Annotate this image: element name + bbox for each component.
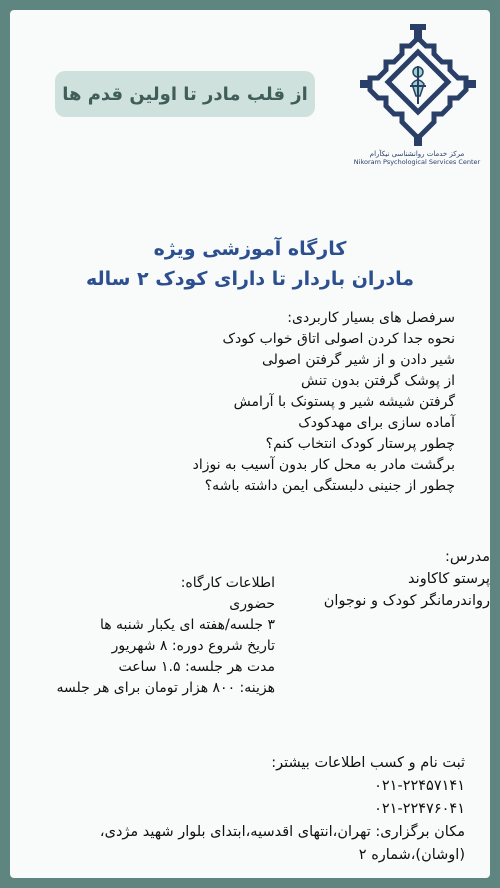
teacher-section <box>260 546 490 612</box>
info-line: مدت هر جلسه: ۱.۵ ساعت <box>118 659 275 675</box>
teacher-role: رواندرمانگر کودک و نوجوان <box>323 593 490 609</box>
teacher-title: مدرس: <box>445 549 490 565</box>
topic-item: برگشت مادر به محل کار بدون آسیب به نوزاد <box>192 457 455 473</box>
headline-line1: کارگاه آموزشی ویژه <box>153 238 347 260</box>
topic-item: چطور از جنینی دلبستگی ایمن داشته باشه؟ <box>204 478 455 494</box>
tagline-badge <box>55 71 315 117</box>
topic-item: چطور پرستار کودک انتخاب کنم؟ <box>265 436 455 452</box>
topics-title: سرفصل های بسیار کاربردی: <box>287 310 455 326</box>
phone-number-2[interactable]: ۰۲۱-۲۲۴۷۶۰۴۱ <box>374 801 465 817</box>
topic-item: از پوشک گرفتن بدون تنش <box>300 373 455 389</box>
contact-title: ثبت نام و کسب اطلاعات بیشتر: <box>271 755 465 771</box>
teacher-name: پرستو کاکاوند <box>408 571 490 587</box>
poster-card <box>10 10 490 878</box>
topic-item: گرفتن شیشه شیر و پستونک با آرامش <box>233 394 455 410</box>
logo-caption-en: Nikoram Psychological Services Center <box>353 158 481 166</box>
phone-number-1[interactable]: ۰۲۱-۲۲۴۵۷۱۴۱ <box>374 778 465 794</box>
info-line: تاریخ شروع دوره: ۸ شهریور <box>111 638 275 654</box>
topics-section <box>35 308 455 497</box>
topic-item: شیر دادن و از شیر گرفتن اصولی <box>261 352 455 368</box>
logo-caption <box>342 150 492 166</box>
logo-caption-fa: مرکز خدمات روانشناسی نیکآرام <box>369 150 465 158</box>
info-line: هزینه: ۸۰۰ هزار تومان برای هر جلسه <box>56 680 275 696</box>
info-line: ۳ جلسه/هفته ای یکبار شنبه ها <box>99 617 275 633</box>
topic-item: آماده سازی برای مهدکودک <box>298 415 455 431</box>
info-title: اطلاعات کارگاه: <box>180 575 275 591</box>
headline-line2: مادران باردار تا دارای کودک ۲ ساله <box>85 268 415 290</box>
info-line: حضوری <box>229 596 275 612</box>
tagline-text: از قلب مادر تا اولین قدم ها <box>62 83 308 105</box>
workshop-info-section <box>25 573 275 699</box>
contact-section <box>25 752 465 867</box>
topic-item: نحوه جدا کردن اصولی اتاق خواب کودک <box>222 331 455 347</box>
address-line2: (اوشان)،شماره ۲ <box>358 847 465 863</box>
address-line1: مکان برگزاری: تهران،انتهای اقدسیه،ابتدای بلوار شهید مژدی، <box>99 824 465 840</box>
